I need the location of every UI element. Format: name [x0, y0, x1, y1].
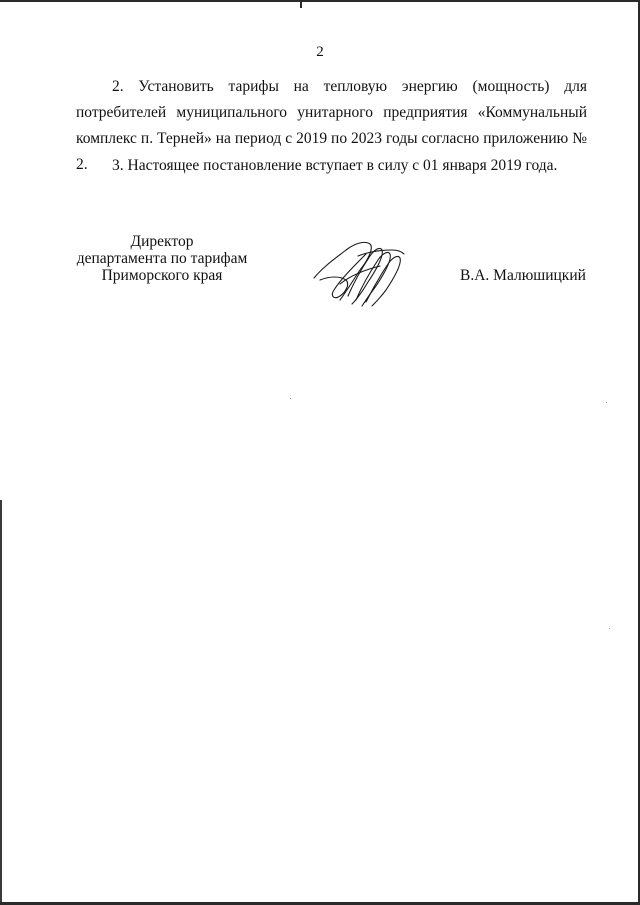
position-line: Директор	[130, 233, 194, 250]
scan-speck	[609, 628, 610, 629]
signatory-position	[72, 233, 252, 284]
scan-edge-top	[0, 0, 640, 2]
scan-edge-mark	[300, 0, 302, 8]
paragraph-2: 2. Установить тарифы на тепловую энергию (мощность) для потребителей муниципального унитарного предприятия «Коммунальный комплекс п. Терней» на период с 2019 по 2023 годы согласно приложению № 2.	[76, 78, 587, 173]
scan-speck	[606, 402, 607, 403]
position-line: Приморского края	[101, 267, 223, 284]
page-number: 2	[316, 44, 324, 60]
paragraph-3: 3. Настоящее постановление вступает в силу с 01 января 2019 года.	[112, 157, 558, 174]
scan-speck	[290, 398, 291, 399]
scan-edge-left	[0, 500, 2, 905]
handwritten-signature	[310, 236, 410, 308]
signatory-name: В.А. Малюшицкий	[460, 267, 586, 284]
position-line: департамента по тарифам	[76, 250, 248, 267]
